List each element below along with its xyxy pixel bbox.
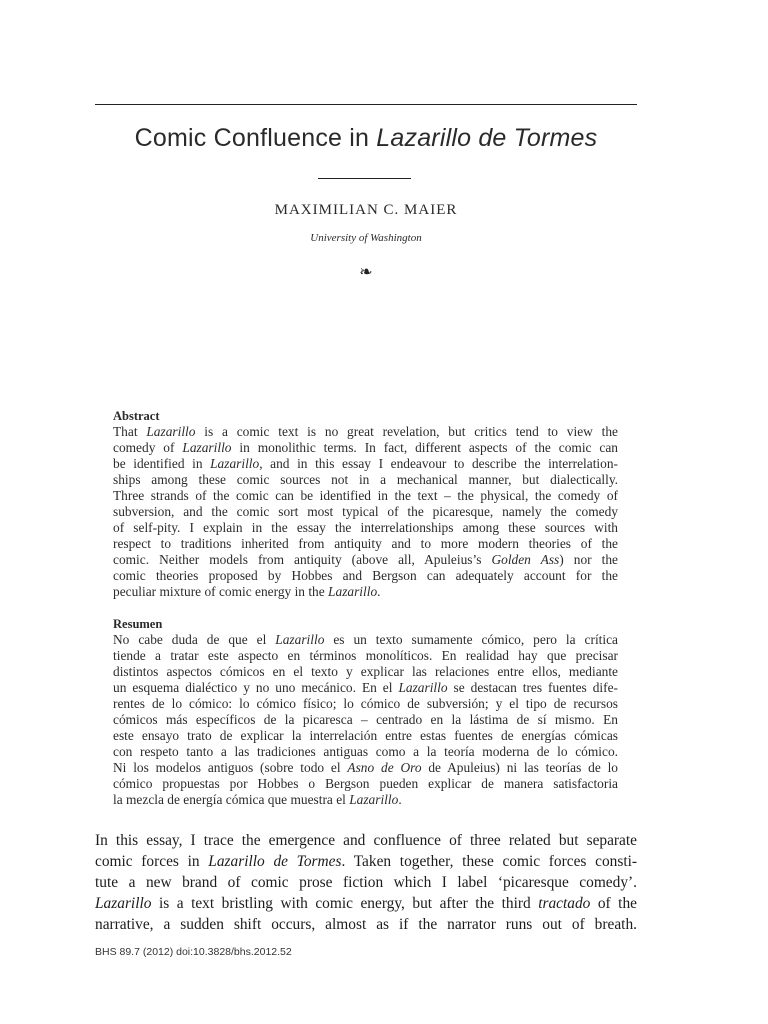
italic-text: Lazarillo — [95, 895, 152, 912]
text-line: comedy of Lazarillo in monolithic terms. In fact, different aspects of the comic can — [113, 440, 618, 455]
text-line: narrative, a sudden shift occurs, almost as if the narrator runs out of breath. — [95, 916, 637, 933]
italic-text: Lazarillo — [328, 584, 378, 599]
text-line: cómicos más específicos de la picaresca – centrado en la lástima de sí mismo. En — [113, 712, 618, 727]
text-line: este ensayo trato de explicar la interrelación entre estas fuentes de energías cómicas — [113, 728, 618, 743]
text-line: distintos aspectos cómicos en el texto y explicar las relaciones entre ellos, mediante — [113, 664, 618, 679]
text-line: con respeto tanto a las tradiciones antiguas como a la teoría moderna de lo cómico. — [113, 744, 618, 759]
text-line: peculiar mixture of comic energy in the Lazarillo. — [113, 584, 381, 599]
abstract-heading: Abstract — [113, 409, 160, 423]
text-line: That Lazarillo is a comic text is no great revelation, but critics tend to view the — [113, 424, 618, 439]
text-line: Three strands of the comic can be identified in the text – the physical, the comedy of — [113, 488, 618, 503]
resumen-heading: Resumen — [113, 617, 163, 631]
italic-text: Lazarillo — [398, 680, 448, 695]
italic-text: Lazarillo — [275, 632, 325, 647]
text-line: Lazarillo is a text bristling with comic energy, but after the third tractado of the — [95, 895, 637, 912]
abstract-section — [113, 408, 618, 600]
text-line: rentes de lo cómico: lo cómico físico; lo cómico de subversión; y el tipo de recursos — [113, 696, 618, 711]
text-line: la mezcla de energía cómica que muestra el Lazarillo. — [113, 792, 402, 807]
title-italic: Lazarillo de Tormes — [376, 124, 598, 152]
italic-text: Lazarillo — [210, 456, 260, 471]
text-line: subversion, and the comic sort most typical of the picaresque, namely the comedy — [113, 504, 618, 519]
abstract-body — [113, 424, 618, 600]
text-line: comic. Neither models from antiquity (above all, Apuleius’s Golden Ass) nor the — [113, 552, 618, 567]
text-line: un esquema dialéctico y no uno mecánico. En el Lazarillo se destacan tres fuentes dife- — [113, 680, 618, 695]
title-plain: Comic Confluence in — [134, 124, 377, 152]
header-rule — [95, 104, 637, 105]
title-divider — [318, 178, 411, 179]
text-line: In this essay, I trace the emergence and confluence of three related but separate — [95, 832, 637, 849]
text-line: be identified in Lazarillo, and in this essay I endeavour to describe the interrelation- — [113, 456, 618, 471]
italic-text: Asno de Oro — [347, 760, 422, 775]
resumen-section — [113, 616, 618, 808]
resumen-body — [113, 632, 618, 808]
text-line: tute a new brand of comic prose fiction which I label ‘picaresque comedy’. — [95, 874, 637, 891]
italic-text: Lazarillo — [182, 440, 232, 455]
author-name: MAXIMILIAN C. MAIER — [274, 202, 458, 218]
text-line: of self-pity. I explain in the essay the interrelationships among these sources with — [113, 520, 618, 535]
text-line: comic forces in Lazarillo de Tormes. Taken together, these comic forces consti- — [95, 853, 637, 870]
text-line: tiende a tratar este aspecto en términos monolíticos. En realidad hay que precisar — [113, 648, 618, 663]
text-line: No cabe duda de que el Lazarillo es un texto sumamente cómico, pero la crítica — [113, 632, 618, 647]
text-line: ships among these comic sources not in a mechanical manner, but dialectically. — [113, 472, 618, 487]
italic-text: Lazarillo de Tormes — [208, 853, 342, 870]
text-line: cómico propuestas por Hobbes o Bergson pueden explicar de manera satisfactoria — [113, 776, 618, 791]
italic-text: tractado — [538, 895, 591, 912]
journal-footer: BHS 89.7 (2012) doi:10.3828/bhs.2012.52 — [95, 946, 292, 958]
text-line: comic theories proposed by Hobbes and Bergson can adequately account for the — [113, 568, 618, 583]
article-title — [95, 124, 637, 153]
italic-text: Golden Ass — [491, 552, 560, 567]
author-affiliation: University of Washington — [310, 232, 422, 244]
italic-text: Lazarillo — [349, 792, 399, 807]
text-line: respect to traditions inherited from antiquity and to more modern theories of the — [113, 536, 618, 551]
main-body-text — [95, 830, 637, 935]
italic-text: Lazarillo — [146, 424, 196, 439]
text-line: Ni los modelos antiguos (sobre todo el Asno de Oro de Apuleius) ni las teorías de lo — [113, 760, 618, 775]
fleuron-ornament-icon: ❧ — [359, 262, 373, 281]
